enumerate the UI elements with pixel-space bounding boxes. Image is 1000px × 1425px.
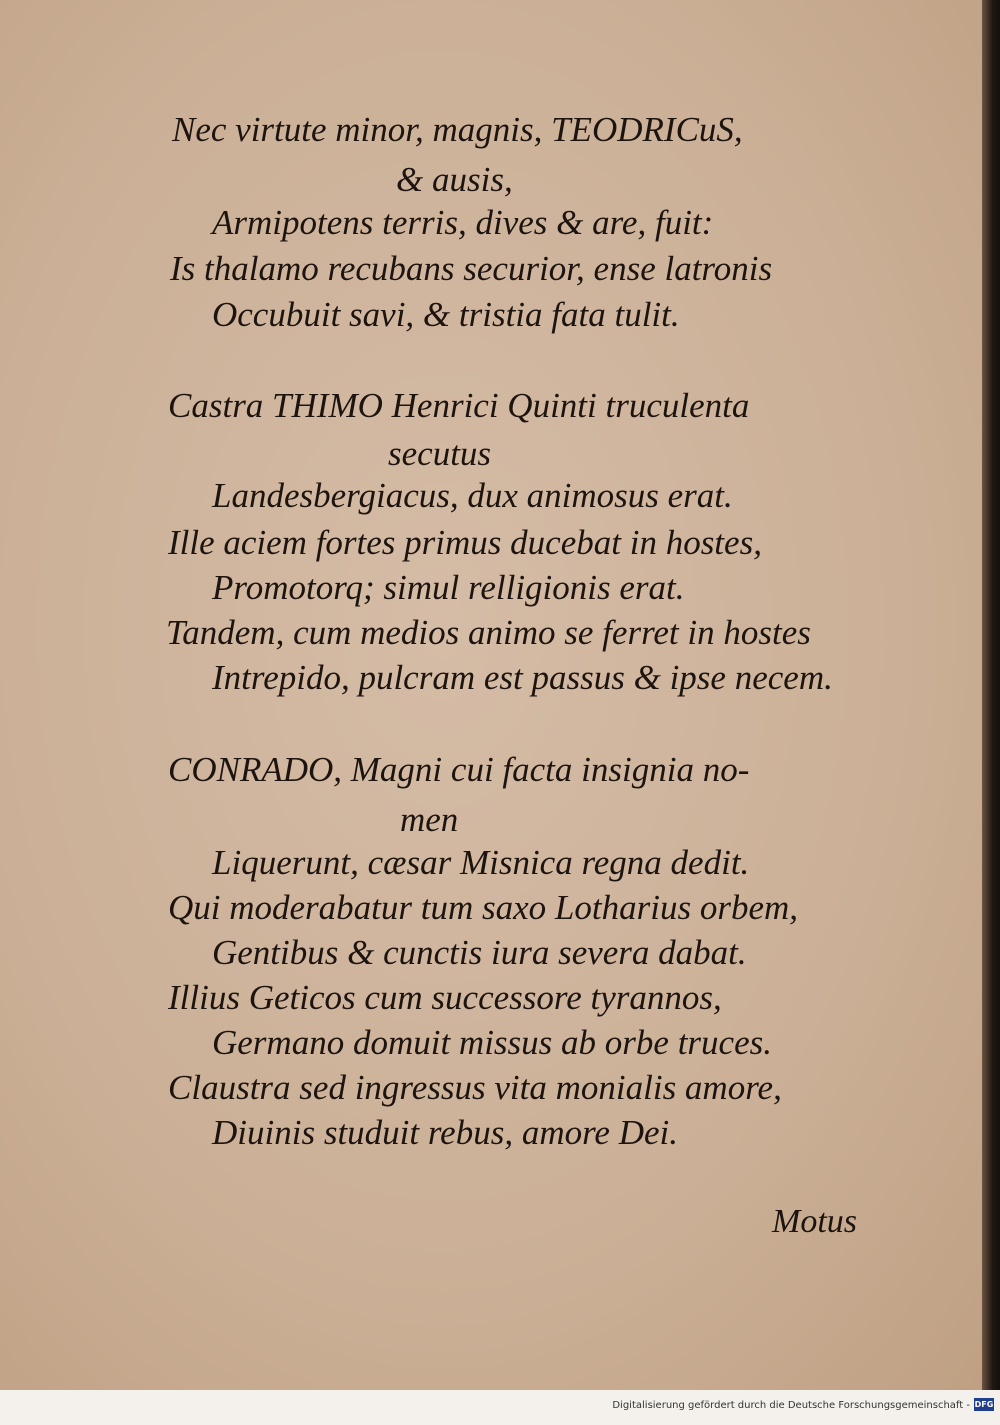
verse-line: Ille aciem fortes primus ducebat in hostes, xyxy=(168,523,762,562)
book-binding-edge xyxy=(982,0,1000,1390)
verse-line: Occubuit savi, & tristia fata tulit. xyxy=(212,295,680,334)
verse-line: Nec virtute minor, magnis, TEODRICuS, xyxy=(172,110,743,149)
funding-credit: Digitalisierung gefördert durch die Deutsche Forschungsgemeinschaft - xyxy=(612,1400,970,1411)
footer-bar xyxy=(0,1390,1000,1425)
verse-line: Illius Geticos cum successore tyrannos, xyxy=(168,978,722,1017)
verse-line: Armipotens terris, dives & are, fuit: xyxy=(212,203,714,242)
verse-line: Landesbergiacus, dux animosus erat. xyxy=(212,476,733,515)
catchword: Motus xyxy=(772,1203,857,1240)
verse-line: Qui moderabatur tum saxo Lotharius orbem, xyxy=(168,888,799,927)
verse-line: Intrepido, pulcram est passus & ipse necem. xyxy=(212,658,833,697)
verse-line: Liquerunt, cæsar Misnica regna dedit. xyxy=(212,843,750,882)
verse-line: CONRADO, Magni cui facta insignia no- xyxy=(168,750,750,789)
verse-line: Is thalamo recubans securior, ense latronis xyxy=(170,249,773,288)
verse-line: Promotorq; simul relligionis erat. xyxy=(212,568,685,607)
verse-line: secutus xyxy=(388,434,492,473)
verse-line: Germano domuit missus ab orbe truces. xyxy=(212,1023,772,1062)
verse-line: Castra THIMO Henrici Quinti truculenta xyxy=(168,386,750,425)
dfg-logo-icon: DFG xyxy=(974,1400,994,1409)
verse-line: Claustra sed ingressus vita monialis amore, xyxy=(168,1068,782,1107)
verse-line: Tandem, cum medios animo se ferret in hostes xyxy=(166,613,811,652)
verse-line: men xyxy=(400,800,459,839)
verse-line: Gentibus & cunctis iura severa dabat. xyxy=(212,933,747,972)
verse-line: Diuinis studuit rebus, amore Dei. xyxy=(212,1113,679,1152)
verse-line: & ausis, xyxy=(396,160,513,199)
